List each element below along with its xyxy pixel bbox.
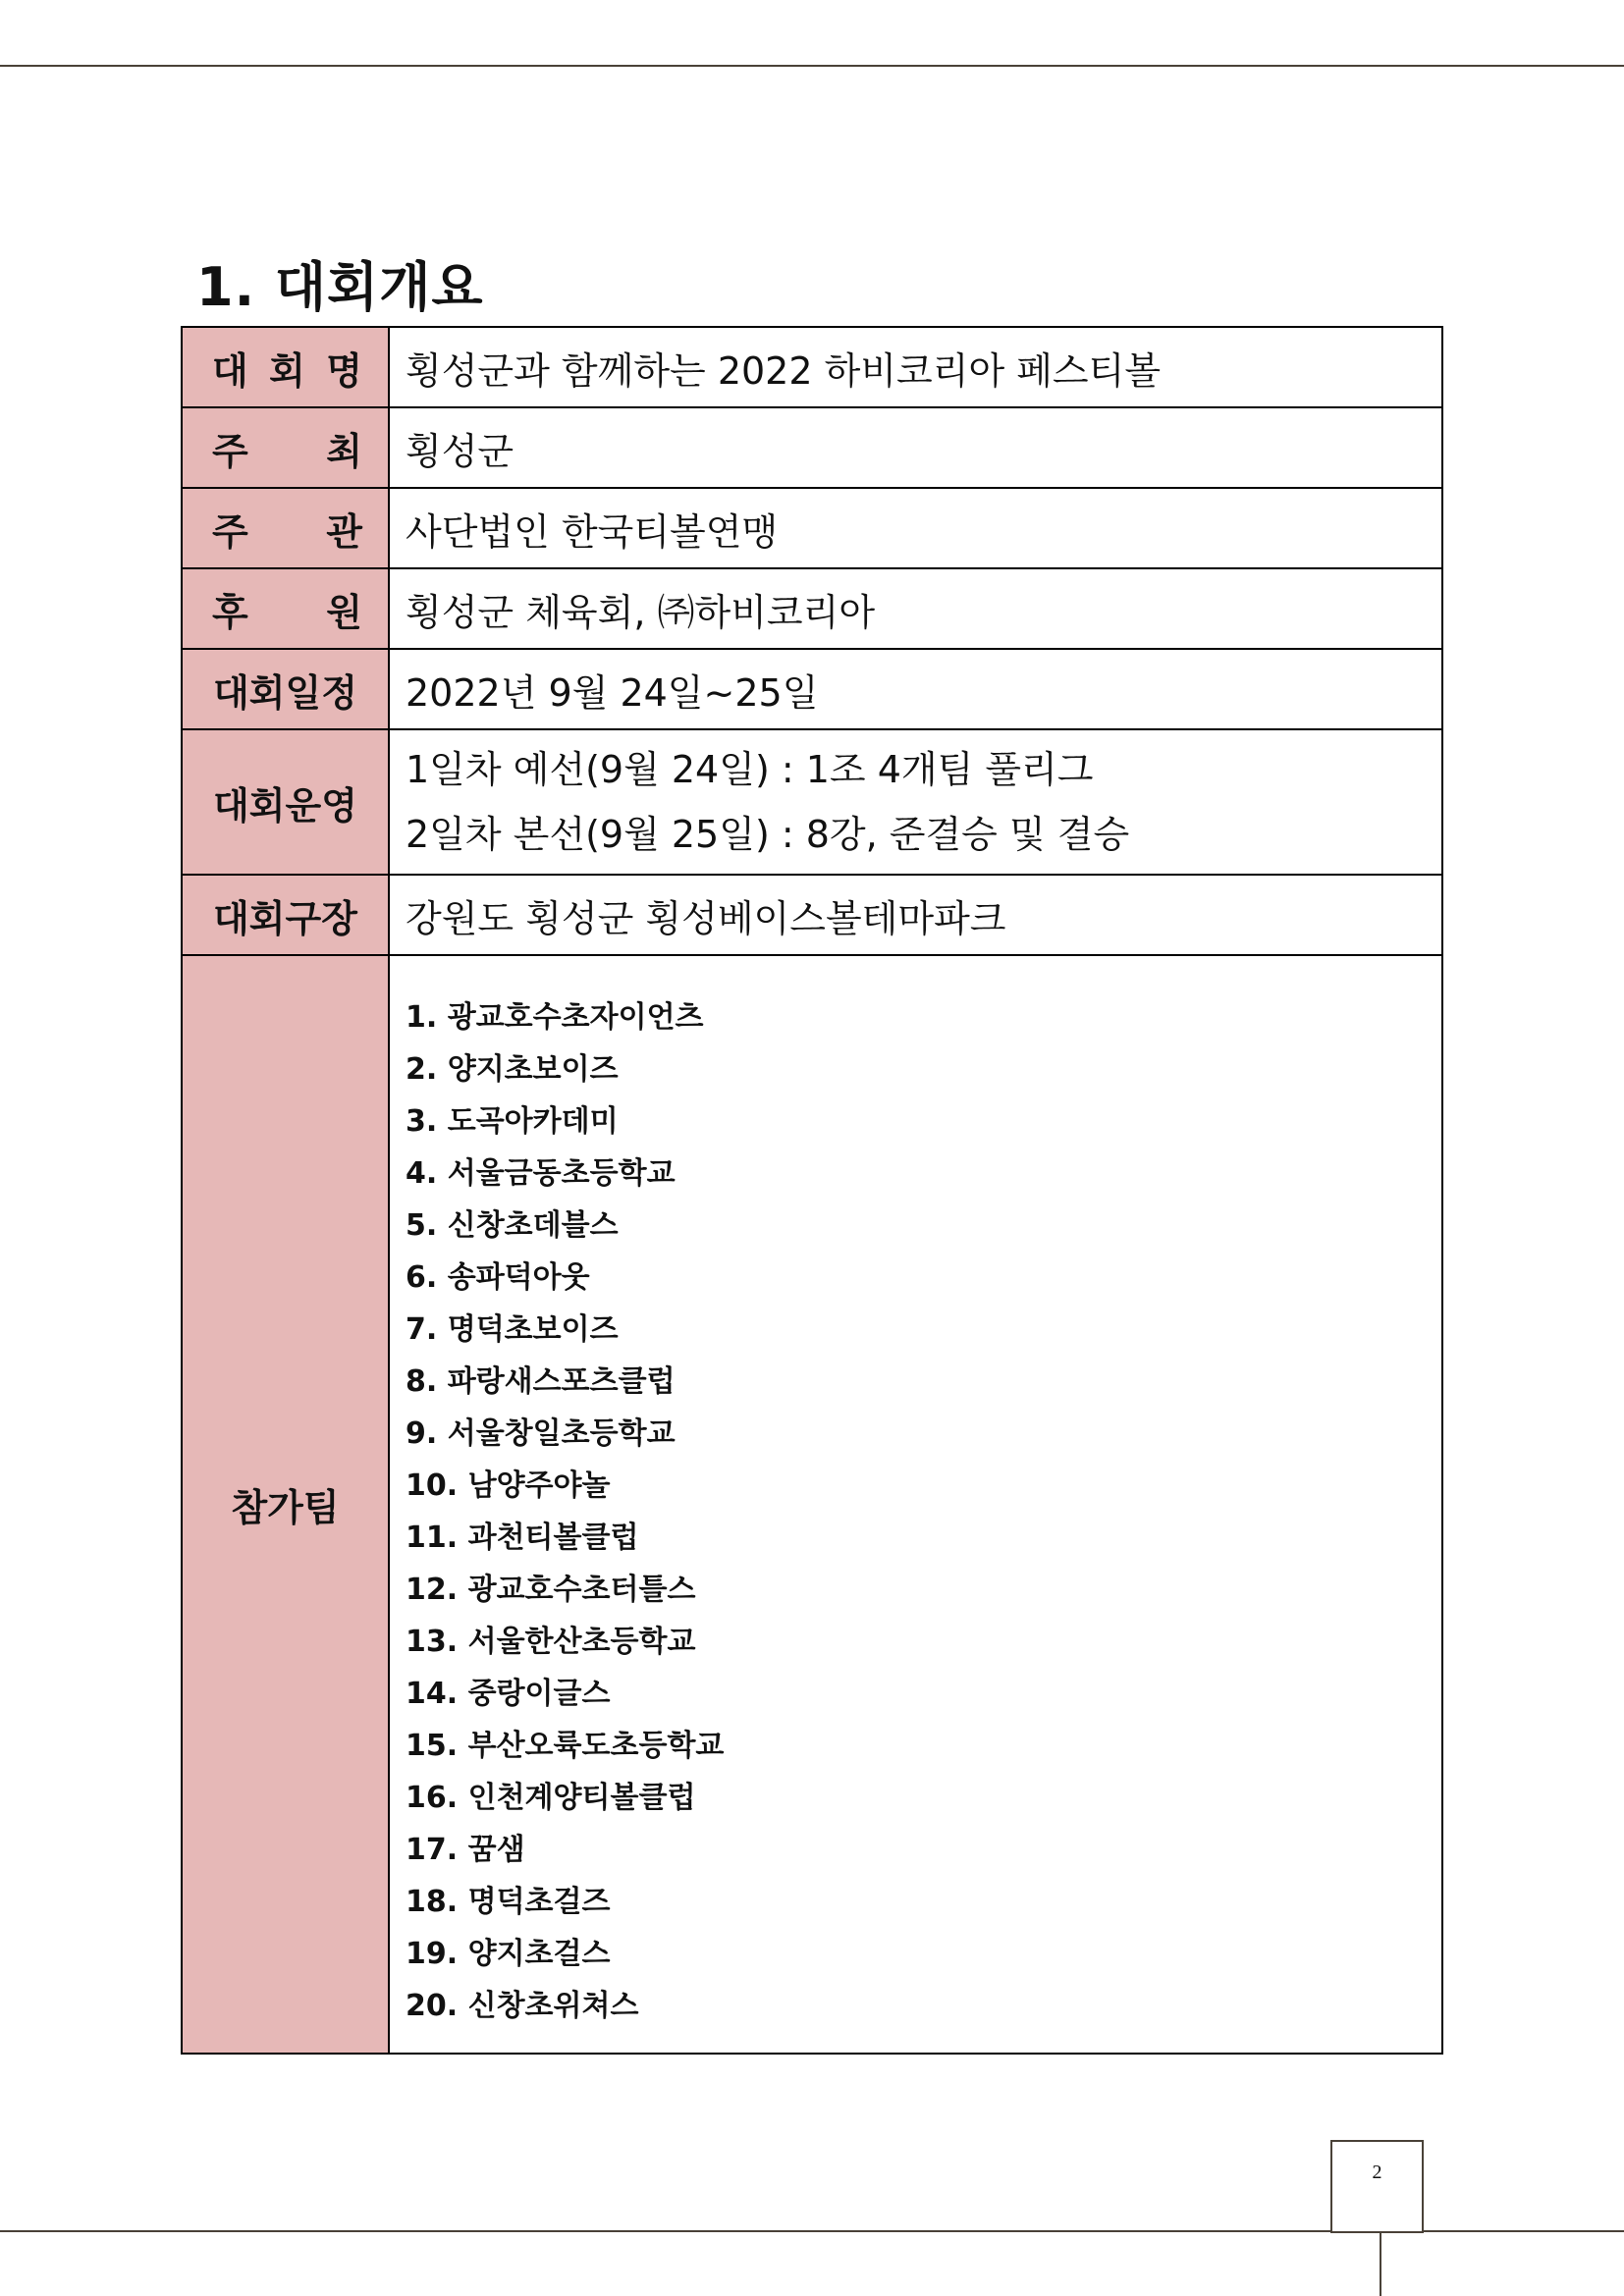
label-event-name-text	[183, 341, 388, 395]
label-char: 주	[212, 509, 248, 554]
operation-day2: 2일차 본선(9월 25일) : 8강, 준결승 및 결승	[406, 813, 1130, 856]
value-venue: 강원도 횡성군 횡성베이스볼테마파크	[389, 875, 1442, 955]
list-item: 19. 양지초걸스	[406, 1937, 611, 1971]
label-organizer-text	[183, 502, 388, 556]
list-item: 3. 도곡아카데미	[406, 1104, 619, 1139]
label-schedule-text: 대회일정	[213, 670, 357, 715]
row-schedule	[182, 649, 1442, 729]
label-sponsor-text	[183, 582, 388, 636]
list-item: 14. 중랑이글스	[406, 1677, 611, 1711]
label-event-name	[182, 327, 389, 407]
list-item: 18. 명덕초걸즈	[406, 1885, 611, 1919]
page-number: 2	[1330, 2140, 1424, 2233]
row-operation	[182, 729, 1442, 875]
row-teams	[182, 955, 1442, 2054]
list-item: 6. 송파덕아웃	[406, 1260, 590, 1295]
operation-day1: 1일차 예선(9월 24일) : 1조 4개팀 풀리그	[406, 748, 1094, 791]
label-char: 최	[326, 429, 362, 473]
value-sponsor: 횡성군 체육회, ㈜하비코리아	[389, 568, 1442, 649]
list-item: 2. 양지초보이즈	[406, 1052, 619, 1087]
label-host	[182, 407, 389, 488]
label-char: 관	[326, 509, 362, 554]
list-item: 12. 광교호수초터틀스	[406, 1573, 696, 1607]
list-item: 17. 꿈샘	[406, 1833, 525, 1867]
label-teams	[182, 955, 389, 2054]
row-venue	[182, 875, 1442, 955]
list-item: 11. 과천티볼클럽	[406, 1521, 639, 1555]
list-item: 10. 남양주야놀	[406, 1468, 611, 1503]
label-venue-text: 대회구장	[213, 896, 357, 940]
list-item: 1. 광교호수초자이언츠	[406, 1000, 704, 1035]
value-host: 횡성군	[389, 407, 1442, 488]
label-char: 대	[212, 348, 248, 393]
label-venue	[182, 875, 389, 955]
page-number-stem	[1380, 2233, 1381, 2296]
value-schedule: 2022년 9월 24일~25일	[389, 649, 1442, 729]
teams-list	[406, 956, 1441, 2032]
value-event-name: 횡성군과 함께하는 2022 하비코리아 페스티볼	[389, 327, 1442, 407]
label-char: 원	[326, 590, 362, 634]
list-item: 13. 서울한산초등학교	[406, 1625, 696, 1659]
list-item: 9. 서울창일초등학교	[406, 1416, 676, 1451]
list-item: 8. 파랑새스포츠클럽	[406, 1364, 676, 1399]
label-char: 후	[212, 590, 248, 634]
overview-table	[181, 326, 1443, 2055]
label-char: 주	[212, 429, 248, 473]
list-item: 20. 신창초위쳐스	[406, 1989, 639, 2023]
list-item: 16. 인천계양티볼클럽	[406, 1781, 696, 1815]
value-operation	[389, 729, 1442, 875]
label-schedule	[182, 649, 389, 729]
row-sponsor	[182, 568, 1442, 649]
header-rule	[0, 65, 1624, 67]
label-operation-text: 대회운영	[213, 783, 357, 828]
label-char: 회	[269, 348, 305, 393]
label-char: 명	[326, 348, 362, 393]
list-item: 7. 명덕초보이즈	[406, 1312, 619, 1347]
list-item: 15. 부산오륙도초등학교	[406, 1729, 725, 1763]
label-sponsor	[182, 568, 389, 649]
list-item: 4. 서울금동초등학교	[406, 1156, 676, 1191]
label-host-text	[183, 421, 388, 475]
row-organizer	[182, 488, 1442, 568]
section-title: 1. 대회개요	[196, 256, 484, 318]
label-teams-text: 참가팀	[231, 1486, 340, 1529]
label-operation	[182, 729, 389, 875]
row-event-name	[182, 327, 1442, 407]
value-teams	[389, 955, 1442, 2054]
list-item: 5. 신창초데블스	[406, 1208, 619, 1243]
row-host	[182, 407, 1442, 488]
label-organizer	[182, 488, 389, 568]
value-organizer: 사단법인 한국티볼연맹	[389, 488, 1442, 568]
